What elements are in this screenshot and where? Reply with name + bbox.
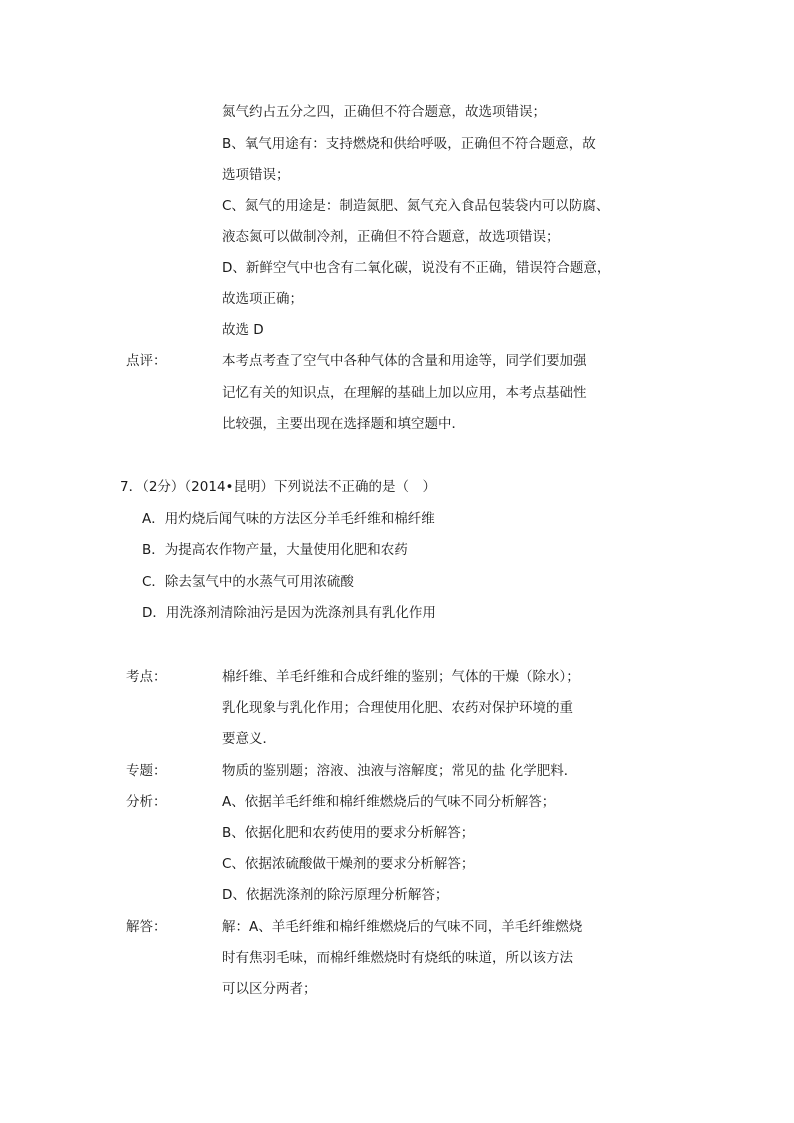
fenxi-line: C、依据浓硫酸做干燥剂的要求分析解答； (222, 856, 475, 872)
jieda-line: 时有焦羽毛味，而棉纤维燃烧时有烧纸的味道，所以该方法 (222, 950, 573, 966)
prev-body-line: 选项错误； (222, 167, 290, 183)
fenxi-line: D、依据洗涤剂的除污原理分析解答； (222, 887, 449, 903)
prev-body-line: D、新鲜空气中也含有二氧化碳，说没有不正确，错误符合题意， (222, 260, 611, 276)
prev-body-line: 故选 D (222, 322, 264, 338)
prev-body-line: 氮气约占五分之四，正确但不符合题意，故选项错误； (222, 104, 546, 120)
jieda-line: 可以区分两者； (222, 981, 317, 997)
prev-body-line: B、氧气用途有：支持燃烧和供给呼吸，正确但不符合题意，故 (222, 136, 596, 152)
prev-body-line: 故选项正确； (222, 291, 303, 307)
option-b: B．为提高农作物产量，大量使用化肥和农药 (142, 542, 408, 558)
jieda-line: 解：A、羊毛纤维和棉纤维燃烧后的气味不同，羊毛纤维燃烧 (222, 919, 583, 935)
zhuanti-label: 专题： (126, 763, 167, 779)
comment-line: 本考点考查了空气中各种气体的含量和用途等，同学们要加强 (222, 353, 587, 369)
fenxi-line: A、依据羊毛纤维和棉纤维燃烧后的气味不同分析解答； (222, 794, 556, 810)
option-d: D．用洗涤剂清除油污是因为洗涤剂具有乳化作用 (142, 605, 436, 621)
fenxi-line: B、依据化肥和农药使用的要求分析解答； (222, 825, 475, 841)
comment-line: 比较强，主要出现在选择题和填空题中． (222, 416, 465, 432)
kaodian-label: 考点： (126, 669, 167, 685)
question-stem: 7．（2分）（2014•昆明）下列说法不正确的是（ ） (120, 479, 436, 495)
kaodian-line: 乳化现象与乳化作用；合理使用化肥、农药对保护环境的重 (222, 700, 573, 716)
comment-label: 点评： (126, 353, 167, 369)
prev-body-line: 液态氮可以做制冷剂，正确但不符合题意，故选项错误； (222, 229, 560, 245)
option-c: C．除去氢气中的水蒸气可用浓硫酸 (142, 574, 354, 590)
kaodian-line: 要意义． (222, 731, 276, 747)
jieda-label: 解答： (126, 919, 167, 935)
fenxi-label: 分析： (126, 794, 167, 810)
zhuanti-line: 物质的鉴别题；溶液、浊液与溶解度；常见的盐 化学肥料． (222, 763, 578, 779)
kaodian-line: 棉纤维、羊毛纤维和合成纤维的鉴别；气体的干燥（除水）； (222, 669, 580, 685)
prev-body-line: C、氮气的用途是：制造氮肥、氮气充入食品包装袋内可以防腐、 (222, 198, 610, 214)
option-a: A．用灼烧后闻气味的方法区分羊毛纤维和棉纤维 (142, 511, 435, 527)
comment-line: 记忆有关的知识点，在理解的基础上加以应用，本考点基础性 (222, 385, 587, 401)
